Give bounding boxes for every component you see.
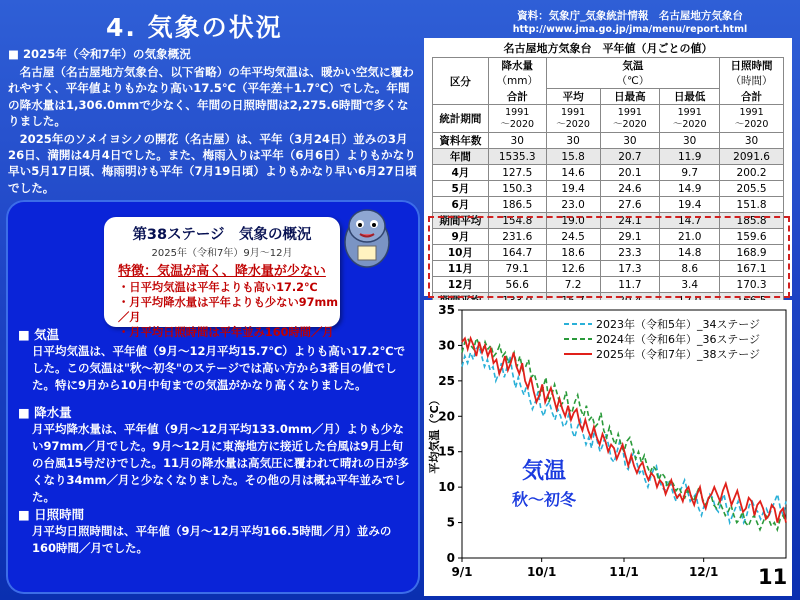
section-body: 日平均気温は、平年値（9月～12月平均15.7℃）よりも高い17.2℃でした。この気温は"秋～初冬"のステージでは高い方から3番目の値でした。特に9月から10月中旬までの気温がかなり高くなりました。 (32, 344, 406, 392)
period-cell (600, 105, 660, 133)
table-row (433, 149, 784, 165)
header-sunshine-unit: （時間） (720, 73, 784, 89)
table-cell: 21.0 (660, 229, 720, 245)
stage-bullet: ・日平均気温は平年よりも高い17.2℃ (118, 281, 318, 294)
x-tick-label: 10/1 (526, 565, 557, 579)
y-tick-label: 35 (438, 303, 455, 317)
y-tick-label: 10 (438, 480, 455, 495)
header-rain: 降水量 (488, 58, 546, 74)
table-cell: 24.1 (600, 213, 660, 229)
header-category: 区分 (433, 58, 489, 105)
y-tick-label: 25 (438, 373, 455, 388)
period-cell (660, 105, 720, 133)
section-sunshine (18, 506, 414, 557)
series-line-3 (462, 338, 786, 522)
stage-panel (6, 200, 420, 594)
y-axis-label: 平均気温（℃） (428, 394, 441, 474)
table-row (433, 165, 784, 181)
page-number: 11 (758, 565, 788, 589)
legend-label: 2025年（令和7年）_38ステージ (596, 348, 761, 361)
table-cell: 12.6 (546, 261, 600, 277)
table-cell: 9.7 (660, 165, 720, 181)
header-temp-avg: 平均 (546, 89, 600, 105)
row-label: 12月 (433, 277, 489, 293)
annual-summary (8, 46, 420, 198)
table-cell: 159.6 (720, 229, 784, 245)
row-label: 11月 (433, 261, 489, 277)
table-cell: 200.2 (720, 165, 784, 181)
header-temperature-unit: （℃） (546, 73, 719, 89)
table-cell: 170.3 (720, 277, 784, 293)
table-cell: 8.6 (660, 261, 720, 277)
section-body: 月平均日照時間は、平年値（9月～12月平均166.5時間／月）並みの160時間／月でした。 (32, 524, 392, 555)
header-temp-min: 日最低 (660, 89, 720, 105)
stage-feature: 特徴：気温が高く、降水量が少ない (118, 264, 326, 279)
period-end: ～2020 (613, 118, 647, 130)
table-cell: 1535.3 (488, 149, 546, 165)
summary-heading: ■ 2025年（令和7年）の気象概況 (8, 47, 191, 61)
table-cell: 205.5 (720, 181, 784, 197)
period-start: 1991 (560, 106, 586, 118)
section-precipitation (18, 404, 414, 506)
section-heading: ■ 気温 (18, 327, 60, 342)
row-label: 9月 (433, 229, 489, 245)
mascot-icon (338, 202, 396, 270)
header-rain-total: 合計 (488, 89, 546, 105)
section-temperature (18, 326, 414, 394)
period-cell (546, 105, 600, 133)
stage-title: 第38ステージ 気象の概況 (132, 227, 312, 243)
table-cell: 154.8 (488, 213, 546, 229)
page-title: 4. 気象の状況 (106, 13, 283, 42)
chart-annotation-sub: 秋～初冬 (511, 490, 577, 509)
y-tick-label: 30 (438, 338, 455, 353)
table-cell: 168.9 (720, 245, 784, 261)
x-tick-label: 12/1 (688, 565, 719, 579)
table-cell: 185.8 (720, 213, 784, 229)
row-label: 4月 (433, 165, 489, 181)
table-cell: 14.9 (660, 181, 720, 197)
summary-paragraph-1: 名古屋（名古屋地方気象台、以下省略）の年平均気温は、暖かい空気に覆われやすく、平年値よりもかなり高い17.5℃（平年差＋1.7℃）でした。年間の降水量は1,306.0mmで少なく、年間の日照時間は2,275.6時間で多くなりました。 (8, 65, 414, 128)
temperature-line-chart (424, 300, 792, 596)
table-cell: 24.5 (546, 229, 600, 245)
highlight-box (428, 216, 790, 298)
period-label: 統計期間 (433, 105, 489, 133)
table-cell: 24.6 (600, 181, 660, 197)
header-sunshine: 日照時間 (720, 58, 784, 74)
table-cell: 15.8 (546, 149, 600, 165)
table-row (433, 197, 784, 213)
stage-bullet: ・月平均日照時間は平年並み160時間／月 (118, 326, 334, 339)
table-cell: 23.0 (546, 197, 600, 213)
table-cell: 127.5 (488, 165, 546, 181)
table-cell: 19.0 (546, 213, 600, 229)
table-cell: 2091.6 (720, 149, 784, 165)
legend-label: 2023年（令和5年）_34ステージ (596, 318, 761, 331)
table-cell: 29.1 (600, 229, 660, 245)
y-tick-label: 15 (438, 444, 455, 459)
y-tick-label: 0 (446, 551, 455, 565)
table-cell: 151.8 (720, 197, 784, 213)
table-cell: 11.9 (660, 149, 720, 165)
table-cell: 27.6 (600, 197, 660, 213)
row-label: 期間平均 (433, 213, 489, 229)
table-cell: 19.4 (660, 197, 720, 213)
table-row (433, 181, 784, 197)
summary-paragraph-2: 2025年のソメイヨシノの開花（名古屋）は、平年（3月24日）並みの3月26日、満開は4月4日でした。また、梅雨入りは平年（6月6日）よりもかなり早い5月17日頃、梅雨明けも平年（7月19日頃）よりもかなり早い6月27日頃でした。 (8, 132, 417, 195)
table-cell: 3.4 (660, 277, 720, 293)
table-cell: 23.3 (600, 245, 660, 261)
table-cell: 20.7 (600, 149, 660, 165)
period-start: 1991 (505, 106, 530, 118)
years-cell: 30 (720, 133, 784, 149)
table-cell: 7.2 (546, 277, 600, 293)
period-end: ～2020 (500, 118, 535, 130)
table-cell: 20.1 (600, 165, 660, 181)
stage-summary-card (104, 217, 340, 339)
y-tick-label: 20 (438, 409, 455, 424)
x-tick-label: 11/1 (609, 565, 639, 579)
table-cell: 164.7 (488, 245, 546, 261)
period-cell (488, 105, 546, 133)
stage-bullet: ・月平均降水量は平年よりも少ない97mm／月 (118, 296, 339, 324)
stage-period: 2025年（令和7年）9月～12月 (151, 248, 293, 259)
source-url[interactable]: http://www.jma.go.jp/jma/menu/report.html (512, 24, 748, 35)
period-start: 1991 (739, 106, 764, 118)
table-cell: 186.5 (488, 197, 546, 213)
row-label: 10月 (433, 245, 489, 261)
period-start: 1991 (617, 106, 642, 118)
table-cell: 150.3 (488, 181, 546, 197)
table-cell: 167.1 (720, 261, 784, 277)
row-label: 年間 (433, 149, 489, 165)
table-cell: 19.4 (546, 181, 600, 197)
years-cell: 30 (488, 133, 546, 149)
table-cell: 14.8 (660, 245, 720, 261)
table-cell: 14.6 (546, 165, 600, 181)
years-label: 資料年数 (433, 133, 489, 149)
table-caption: 名古屋地方気象台 平年値（月ごとの値） (503, 42, 713, 55)
temperature-chart (424, 300, 792, 596)
header-temperature: 気温 (546, 58, 719, 74)
period-end: ～2020 (556, 118, 590, 130)
header-sunshine-total: 合計 (720, 89, 784, 105)
years-cell: 30 (600, 133, 660, 149)
period-start: 1991 (677, 106, 702, 118)
table-cell: 79.1 (488, 261, 546, 277)
legend-label: 2024年（令和6年）_36ステージ (596, 333, 761, 346)
table-cell: 17.3 (600, 261, 660, 277)
x-tick-label: 9/1 (451, 565, 473, 579)
source-note (480, 10, 780, 36)
period-cell (720, 105, 784, 133)
years-cell: 30 (546, 133, 600, 149)
header-temp-max: 日最高 (600, 89, 660, 105)
header-rain-unit: （mm） (488, 73, 546, 89)
period-end: ～2020 (734, 118, 769, 130)
table-cell: 14.7 (660, 213, 720, 229)
row-label: 6月 (433, 197, 489, 213)
table-cell: 56.6 (488, 277, 546, 293)
period-end: ～2020 (672, 118, 707, 130)
section-heading: ■ 降水量 (18, 405, 72, 420)
section-heading: ■ 日照時間 (18, 507, 85, 522)
section-body: 月平均降水量は、平年値（9月～12月平均133.0mm／月）よりも少ない97mm／月でした。9月～12月に東海地方に接近した台風は9月上旬の台風15号だけでした。11月の降水量は高気圧に覆われて晴れの日が多くなり34mm／月と少なくなりました。その他の月は概ね平年並みでした。 (32, 422, 410, 504)
table-cell: 231.6 (488, 229, 546, 245)
source-label: 資料：気象庁_気象統計情報 名古屋地方気象台 (517, 10, 743, 22)
row-label: 5月 (433, 181, 489, 197)
y-tick-label: 5 (446, 515, 455, 530)
table-cell: 11.7 (600, 277, 660, 293)
series-line-1 (462, 345, 786, 522)
table-cell: 18.6 (546, 245, 600, 261)
chart-annotation-main: 気温 (521, 459, 567, 484)
years-cell: 30 (660, 133, 720, 149)
normals-table-box (424, 38, 792, 296)
